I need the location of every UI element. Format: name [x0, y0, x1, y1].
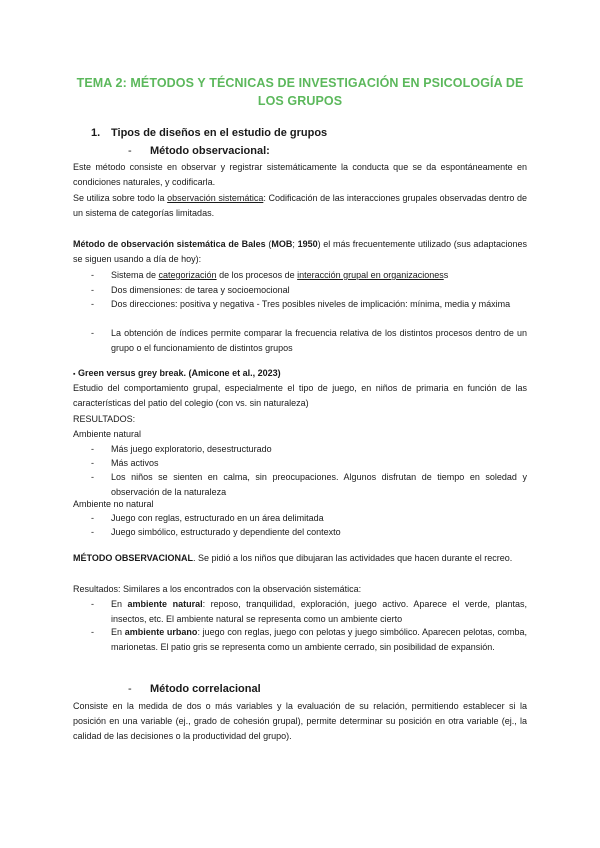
dash-marker: -: [128, 683, 132, 695]
paragraph-bales: [73, 237, 527, 267]
text-fragment: (: [265, 239, 272, 249]
list-item: [91, 442, 527, 457]
text-fragment: ) el más frecuentemente utilizado (sus adaptaciones se siguen usando a día de hoy):: [73, 239, 527, 264]
bullet-dash: -: [91, 328, 94, 338]
study-title: Green versus grey break. (Amicone et al., 2023): [78, 368, 281, 378]
bold-term: 1950: [297, 239, 318, 249]
paragraph-metodo-obs: [73, 551, 527, 566]
list-item-text: Juego con reglas, estructurado en un área delimitada: [111, 513, 324, 523]
text-fragment: : reposo, tranquilidad, exploración, juego activo. Aparece el verde, plantas, insectos, etc. El ambiente natural se representa como un ambiente cierto: [111, 599, 527, 624]
title-line-2: LOS GRUPOS: [257, 94, 343, 108]
list-item: - Sistema de categorización de los procesos de interacción grupal en organizacioness: [91, 268, 527, 283]
text-fragment: : juego con reglas, juego con pelotas y juego simbólico. Aparecen pelotas, comba, marionetas. El patio gris se representa como un ambiente cerrado, sin posibilidad de expansión.: [111, 627, 527, 652]
paragraph-obs-2: [73, 191, 527, 221]
paragraph-study: Estudio del comportamiento grupal, especialmente el tipo de juego, en niños de primaria en función de las características del patio del colegio (con vs. sin naturaleza): [73, 383, 527, 408]
list-item-text: Los niños se sienten en calma, sin preocupaciones. Algunos disfrutan de tiempo en soledad y observación de la naturaleza: [111, 472, 527, 497]
bullet-dash: -: [91, 599, 94, 609]
list-item: [91, 511, 527, 526]
bullet-dash: -: [91, 444, 94, 454]
subheading-correlacional: [128, 683, 261, 695]
bold-term: ambiente natural: [127, 599, 203, 609]
text-fragment: . Se pidió a los niños que dibujaran las actividades que hacen durante el recreo.: [193, 553, 513, 563]
subheading-label: Método correlacional: [150, 683, 261, 695]
bold-term: MOB: [271, 239, 293, 249]
list-item-text: La obtención de índices permite comparar la frecuencia relativa de los distintos procesos dentro de un grupo o el funcionamiento de distintos grupos: [111, 328, 527, 353]
text-fragment: ;: [292, 239, 298, 249]
text-fragment: Sistema de: [111, 270, 159, 280]
list-item-text: Más juego exploratorio, desestructurado: [111, 444, 272, 454]
bullet-dash: -: [91, 472, 94, 482]
list-item: [91, 297, 527, 312]
list-item: [91, 525, 527, 540]
bullet-dash: -: [91, 270, 94, 280]
text-fragment: En: [111, 599, 128, 609]
underlined-term: categorización: [158, 270, 217, 280]
text-fragment: : Codificación de las interacciones grupales observadas dentro de un sistema de categorías limitadas.: [73, 193, 527, 218]
list-item-text: Juego simbólico, estructurado y dependiente del contexto: [111, 527, 341, 537]
dash-marker: -: [128, 145, 132, 157]
list-item: [91, 456, 527, 471]
bold-term: ambiente urbano: [124, 627, 198, 637]
section-heading-1: [91, 127, 327, 139]
list-item: [91, 326, 527, 355]
text-fragment: En: [111, 627, 125, 637]
bold-term: Método de observación sistemática de Bales: [73, 239, 266, 249]
bullet-dash: -: [91, 458, 94, 468]
section-label: Tipos de diseños en el estudio de grupos: [111, 127, 328, 139]
list-item: [91, 470, 527, 499]
results-label: RESULTADOS:: [73, 414, 136, 424]
subheading-label: Método observacional:: [150, 145, 270, 157]
paragraph-obs-1: Este método consiste en observar y registrar sistemáticamente la conducta que se da espontáneamente en condiciones naturales, y codificarla.: [73, 162, 527, 187]
square-bullet-icon: ▪: [73, 371, 76, 378]
natural-label: Ambiente natural: [73, 429, 142, 439]
text-fragment: Se utiliza sobre todo la: [73, 193, 168, 203]
bullet-dash: -: [91, 527, 94, 537]
study-heading: [73, 366, 527, 382]
list-item-text: Más activos: [111, 458, 159, 468]
list-item: [91, 625, 527, 654]
list-item: [91, 283, 527, 298]
list-item-text: Dos direcciones: positiva y negativa - Tres posibles niveles de implicación: mínima, media y máxima: [111, 299, 511, 309]
section-number: 1.: [91, 127, 101, 139]
underlined-term: observación sistemática: [167, 193, 264, 203]
underlined-term: interacción grupal en organizaciones: [297, 270, 444, 280]
nonnatural-label: Ambiente no natural: [73, 499, 154, 509]
bullet-dash: -: [91, 285, 94, 295]
list-item: [91, 597, 527, 626]
text-fragment: de los procesos de: [216, 270, 298, 280]
results-sentence: Resultados: Similares a los encontrados con la observación sistemática:: [73, 584, 362, 594]
title-line-1: TEMA 2: MÉTODOS Y TÉCNICAS DE INVESTIGACIÓN EN PSICOLOGÍA DE: [76, 76, 524, 90]
document-title: [60, 74, 540, 110]
bullet-dash: -: [91, 299, 94, 309]
bullet-dash: -: [91, 513, 94, 523]
bold-term: MÉTODO OBSERVACIONAL: [73, 553, 194, 563]
bullet-dash: -: [91, 627, 94, 637]
paragraph-correlacional: Consiste en la medida de dos o más variables y la evaluación de su relación, permitiendo establecer si la posición en una variable (ej., grado de cohesión grupal), permite determinar su posición en otra variable (ej., la calidad de las decisiones o la productividad del grupo).: [73, 701, 527, 741]
list-item-text: Dos dimensiones: de tarea y socioemocional: [111, 285, 290, 295]
subheading-observacional: [128, 145, 270, 157]
